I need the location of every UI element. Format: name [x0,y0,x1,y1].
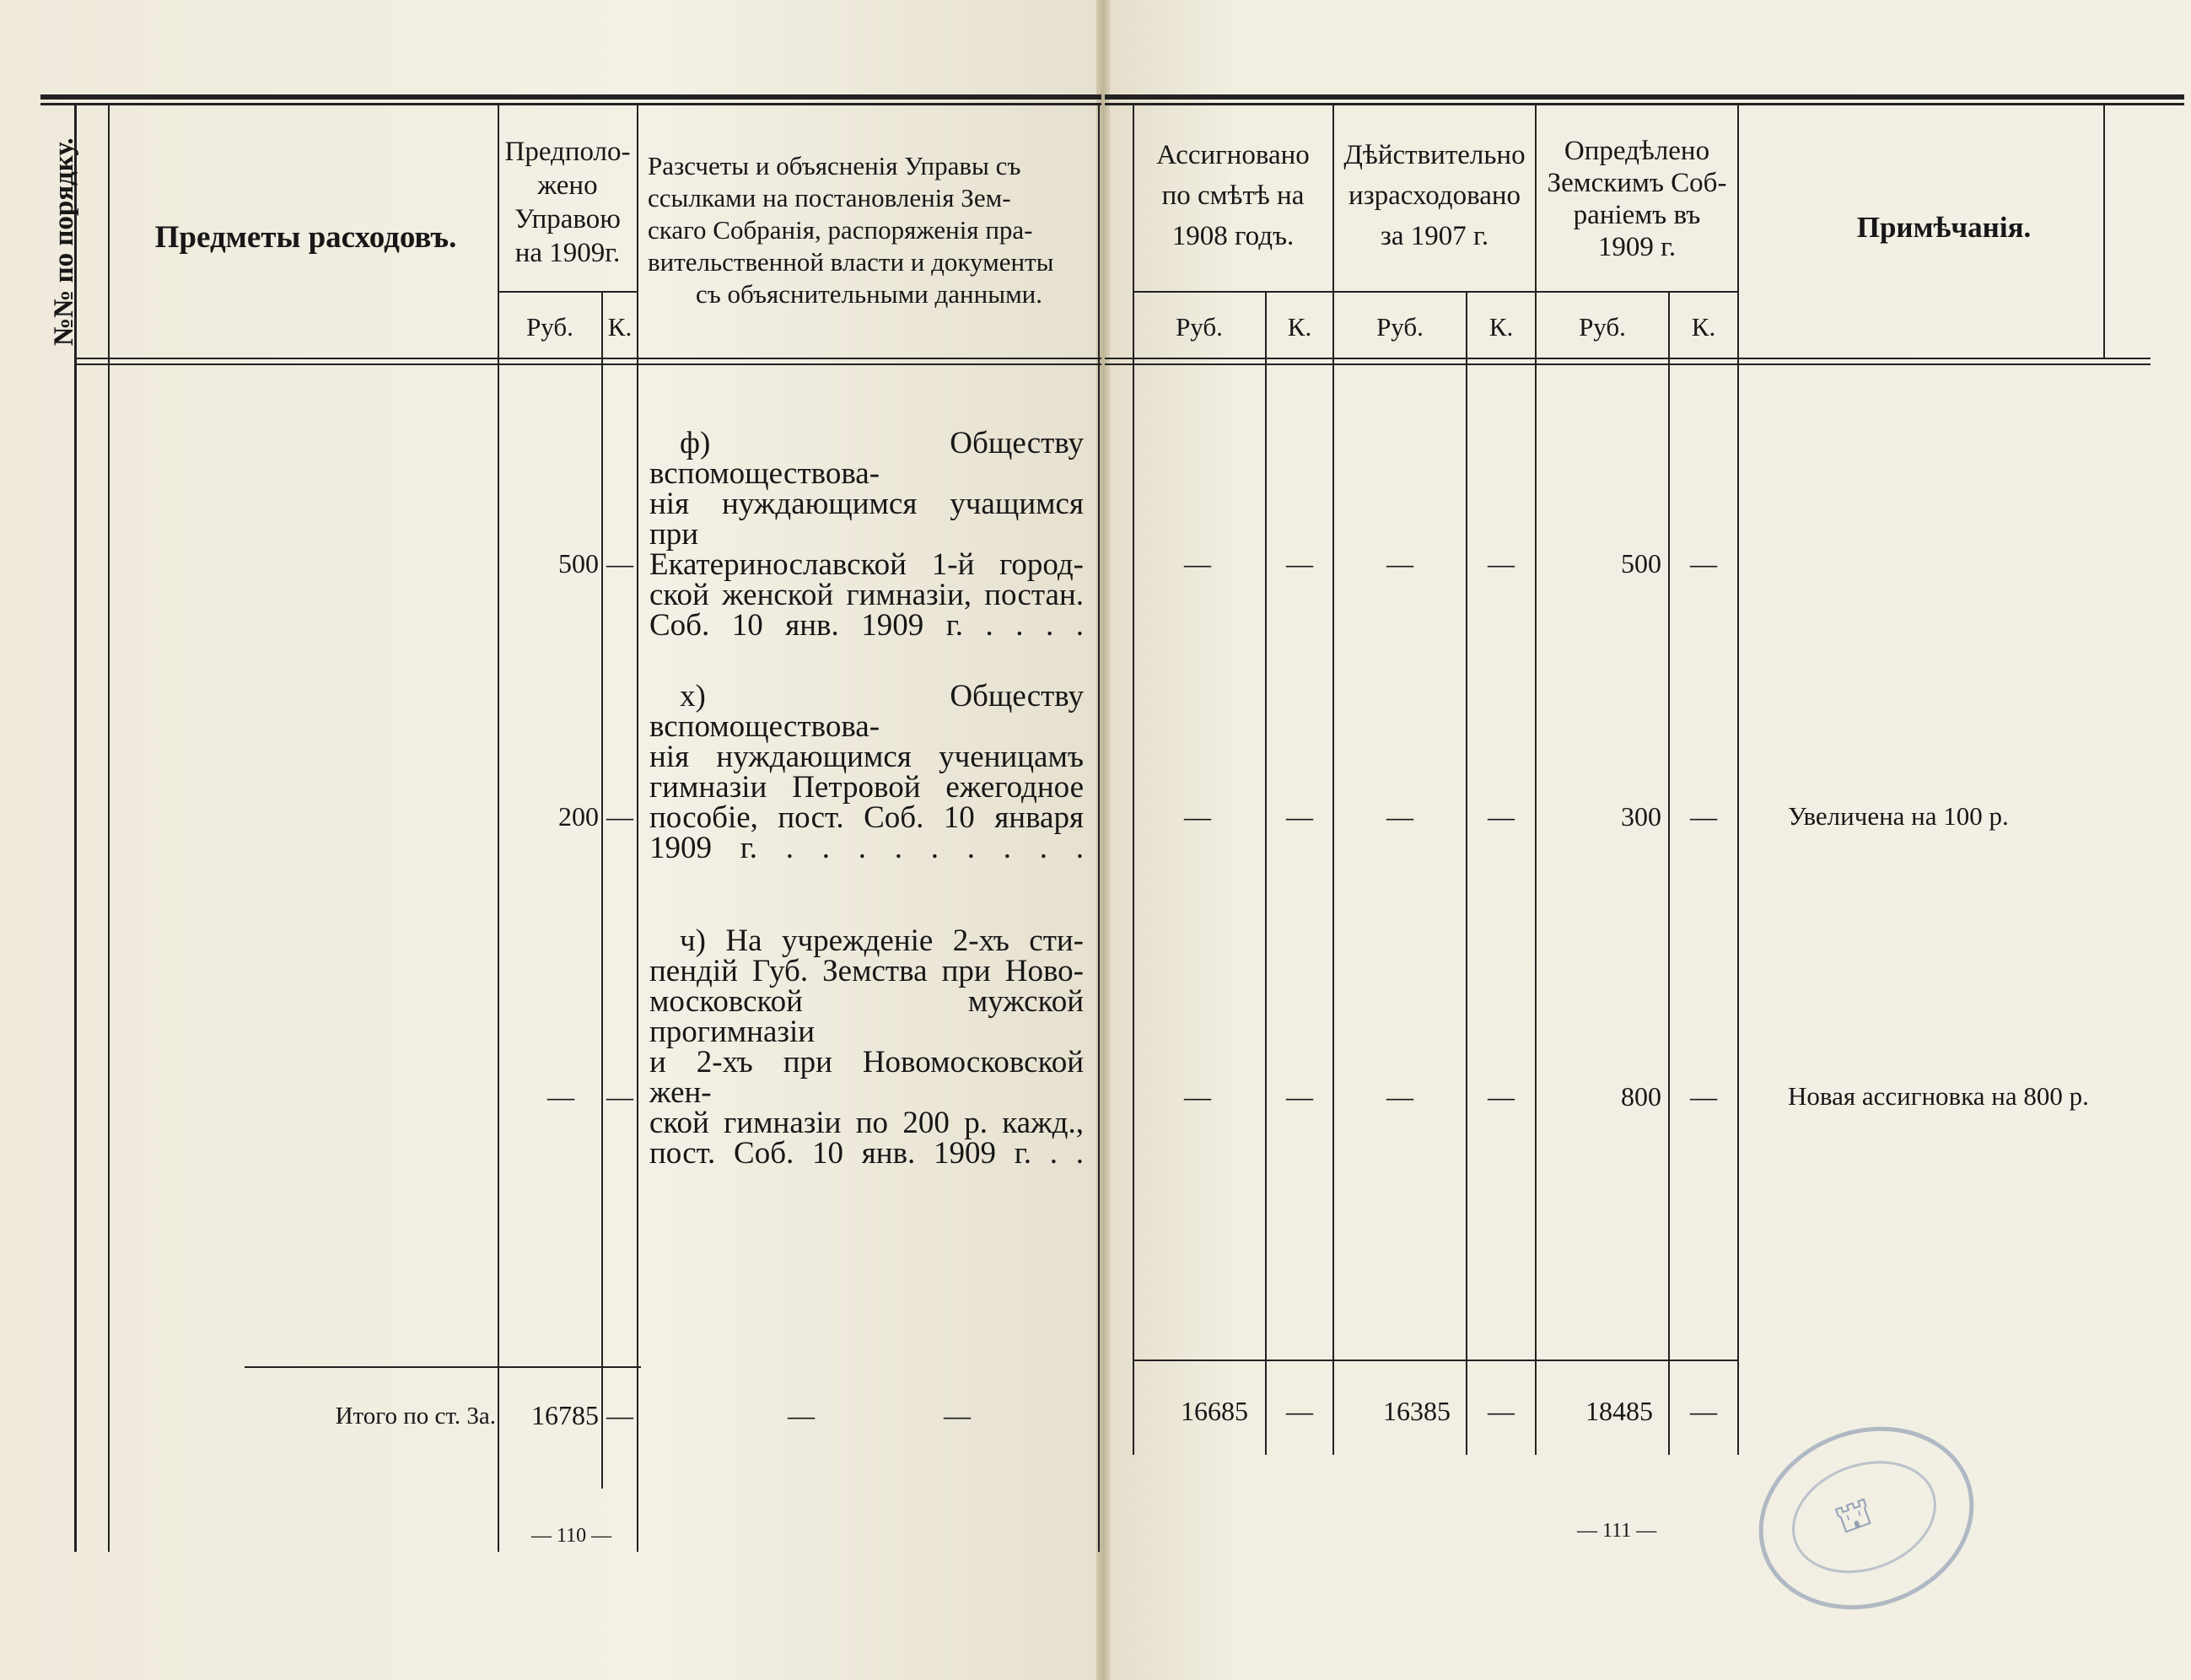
rub-subheader: Руб. [1579,312,1626,342]
entry-ch-text: ч) На учрежденіе 2-хъ сти- пендій Губ. Земства при Ново- московской мужской прогимназіи и 2-хъ при Новомосковской жен- ской гимназіи по 200 р. кажд., пост. Соб. 10 янв. 1909 г. . . [649,923,1084,1171]
items-column-header: Предметы расходовъ. [154,220,457,255]
col-line [108,105,110,1552]
entry-kh-kop: — [606,801,633,832]
entry-kh-text: х) Обществу вспомоществова- нія нуждающимся ученицамъ гимназіи Петровой ежегодное пособіе, пост. Соб. 10 января 1909 г. . . . . . . . . . [649,679,1084,865]
row-1-assigned-rub: — [1184,548,1211,579]
header-bottom-rule-2 [74,363,1101,365]
total-kop-proposed: — [606,1400,633,1430]
total-rub-proposed: 16785 [531,1400,599,1430]
row-2-note: Увеличена на 100 р. [1788,801,2009,831]
kop-subheader: К. [1287,312,1312,342]
total-decided-kop: — [1690,1396,1717,1426]
notes-column-header: Примѣчанія. [1856,211,2032,244]
row-1-decided-kop: — [1690,548,1717,579]
col-line [1466,291,1467,1455]
page-number-110: — 110 — [531,1525,612,1547]
page-number-111: — 111 — [1577,1520,1657,1542]
total-dash: — [944,1400,971,1430]
total-assigned-kop: — [1286,1396,1313,1426]
col-line [1668,291,1670,1455]
row-1-assigned-kop: — [1286,548,1313,579]
col-line [637,105,638,1552]
header-subrule [498,291,638,293]
total-rule [1133,1360,1737,1361]
entry-kh-rub: 200 [558,801,599,832]
kop-subheader: К. [607,312,633,342]
header-bottom-rule [1105,358,2151,359]
row-1-spent-rub: — [1386,548,1413,579]
col-line [2103,105,2105,358]
entry-f-kop: — [606,548,633,579]
row-3-assigned-kop: — [1286,1081,1313,1112]
header-subrule [1133,291,1737,293]
row-2-decided-rub: 300 [1621,801,1661,832]
entry-ch-rub: — [547,1081,574,1112]
total-assigned-rub: 16685 [1181,1396,1248,1426]
col-line [601,291,603,1489]
row-3-decided-kop: — [1690,1081,1717,1112]
col-line [1332,105,1334,1455]
right-top-rule [1105,94,2184,100]
decided-column-header: Опредѣлено Земскимъ Соб- раніемъ въ 1909 г. [1547,136,1727,262]
rub-subheader: Руб. [526,312,573,342]
row-1-decided-rub: 500 [1621,548,1661,579]
header-bottom-rule-2 [1105,363,2151,365]
proposed-column-header: Предполо- жено Управою на 1909г. [504,137,631,268]
col-line [1737,105,1739,1455]
row-2-spent-kop: — [1488,801,1515,832]
total-rule [245,1366,641,1368]
total-spent-kop: — [1488,1396,1515,1426]
row-3-spent-kop: — [1488,1081,1515,1112]
col-line [1535,105,1537,1455]
row-3-note: Новая ассигновка на 800 р. [1788,1081,2089,1111]
kop-subheader: К. [1488,312,1514,342]
header-bottom-rule [74,358,1101,359]
row-3-spent-rub: — [1386,1081,1413,1112]
kop-subheader: К. [1691,312,1716,342]
left-top-rule-thin [40,103,1101,105]
entry-f-text: ф) Обществу вспомоществова- нія нуждающимся учащимся при Екатеринославской 1-й город- ской женской гимназіи, постан. Соб. 10 янв. 1909 г. . . . . [649,426,1084,643]
explanations-column-header: Разсчеты и объясненія Управы съ ссылками на постановленія Зем- скаго Собранія, распоряженія пра- вительственной власти и документы съ объяснительными данными. [648,151,1054,309]
right-top-rule-thin [1105,103,2184,105]
spent-column-header: Дѣйствительно израсходовано за 1907 г. [1343,140,1526,251]
assigned-column-header: Ассигновано по смѣтѣ на 1908 годъ. [1156,140,1310,251]
row-2-assigned-kop: — [1286,801,1313,832]
col-line [1133,105,1134,1455]
entry-ch-kop: — [606,1081,633,1112]
stamp-emblem-icon: ⛫ [1828,1488,1880,1543]
col-line [1098,105,1100,1552]
row-2-decided-kop: — [1690,801,1717,832]
total-decided-rub: 18485 [1585,1396,1653,1426]
number-column-header: №№ по порядку. [49,137,79,346]
total-spent-rub: 16385 [1383,1396,1451,1426]
rub-subheader: Руб. [1376,312,1424,342]
total-dash: — [788,1400,815,1430]
row-1-spent-kop: — [1488,548,1515,579]
entry-f-rub: 500 [558,548,599,579]
rub-subheader: Руб. [1176,312,1223,342]
row-3-decided-rub: 800 [1621,1081,1661,1112]
total-label: Итого по ст. 3а. [335,1403,496,1430]
col-line [1265,291,1267,1455]
left-top-rule [40,94,1101,100]
row-3-assigned-rub: — [1184,1081,1211,1112]
row-2-assigned-rub: — [1184,801,1211,832]
row-2-spent-rub: — [1386,801,1413,832]
